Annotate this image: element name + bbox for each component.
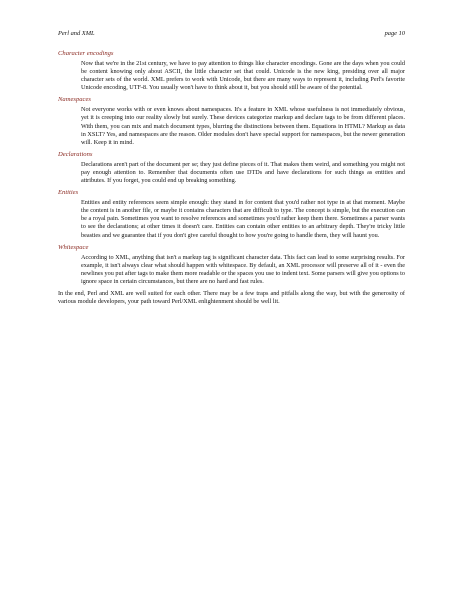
section-heading: Character encodings bbox=[58, 50, 114, 57]
section-heading: Entities bbox=[58, 189, 79, 197]
section-entities bbox=[58, 189, 405, 239]
section-whitespace bbox=[58, 244, 405, 286]
header-book-title: Perl and XML bbox=[58, 30, 95, 37]
section-paragraph: Now that we're in the 21st century, we have to pay attention to things like character encodings. Gone are the days when you could be content knowing only about ASCII, the little character set that could. Unicode is the new king, presiding over all major character sets of the world. XML prefers to work with Unicode, but there are many ways to represent it, including Perl's favorite Unicode encoding, UTF-8. You usually won't have to think about it, but you should still be aware of the potential. bbox=[81, 60, 405, 92]
section-character-encodings bbox=[58, 50, 405, 92]
section-paragraph: According to XML, anything that isn't a markup tag is significant character data. This fact can lead to some surprising results. For example, it isn't always clear what should happen with whitespace. By default, an XML processor will preserve all of it - even the newlines you put after tags to make them more readable or the spaces you use to indent text. Some parsers will give you options to ignore space in certain circumstances, but there are no hard and fast rules. bbox=[81, 253, 405, 285]
section-paragraph: Entities and entity references seem simple enough: they stand in for content that you'd rather not type in at that moment. Maybe the content is in another file, or maybe it contains characters that are difficult to type. The concept is simple, but the execution can be a royal pain. Sometimes you want to resolve references and sometimes you'd rather keep them there. Sometimes a parser wants to see the declarations; at other times it doesn't care. Entities can contain other entities to an arbitrary depth. They're tricky little beasties and we guarantee that if you don't give careful thought to how you're going to handle them, they will haunt you. bbox=[81, 199, 405, 239]
header-page-number: page 10 bbox=[384, 30, 405, 37]
section-paragraph: Not everyone works with or even knows about namespaces. It's a feature in XML whose usefulness is not immediately obvious, yet it is creeping into our reality slowly but surely. These devices categorize markup and declare tags to be from different places. With them, you can mix and match document types, blurring the distinctions between them. Equations in HTML? Markup as data in XSLT? Yes, and namespaces are the reason. Older modules don't have special support for namespaces, but the newer generation will. Keep it in mind. bbox=[81, 106, 405, 146]
section-paragraph: Declarations aren't part of the document per se; they just define pieces of it. That makes them weird, and something you might not pay enough attention to. Remember that documents often use DTDs and have declarations for such things as entities and attributes. If you forget, you could end up breaking something. bbox=[81, 160, 405, 185]
closing-paragraph: In the end, Perl and XML are well suited for each other. There may be a few traps and pitfalls along the way, but with the generosity of various module developers, your path toward Perl/XML enlightenment should be well lit. bbox=[58, 289, 405, 306]
section-heading: Whitespace bbox=[58, 243, 89, 251]
section-heading: Namespaces bbox=[58, 96, 91, 104]
section-namespaces bbox=[58, 96, 405, 146]
section-declarations bbox=[58, 151, 405, 185]
section-heading: Declarations bbox=[58, 150, 93, 158]
page-content bbox=[58, 50, 405, 306]
